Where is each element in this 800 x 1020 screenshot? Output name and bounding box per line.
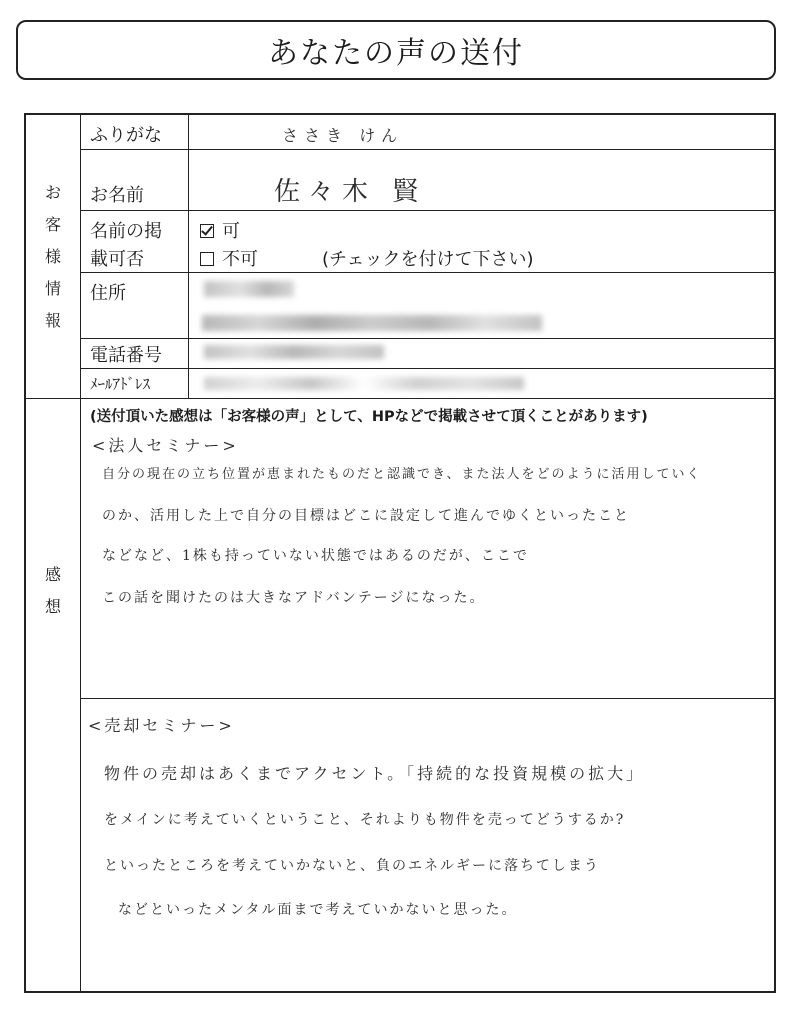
label-column-divider (80, 115, 81, 993)
publish-yes-label: 可 (222, 221, 240, 242)
publish-yes-option[interactable] (200, 217, 240, 243)
form-title: あなたの声の送付 (16, 20, 776, 80)
name-label: お名前 (90, 185, 144, 206)
phone-redacted (204, 345, 384, 359)
row-divider (80, 149, 776, 150)
address-redacted-line1 (204, 281, 294, 297)
seminar2-line: 物件の売却はあくまでアクセント。「持続的な投資規模の拡大」 (104, 764, 646, 783)
impressions-label: 感 想 (44, 565, 61, 616)
publish-yes-checkbox[interactable] (200, 224, 214, 238)
publish-label-line2: 載可否 (90, 249, 144, 270)
section-divider (26, 398, 776, 399)
address-redacted-line2 (202, 315, 542, 331)
publish-instruction: (チェックを付けて下さい) (322, 249, 534, 270)
email-redacted (204, 377, 524, 390)
publish-no-checkbox[interactable] (200, 252, 214, 266)
publication-note: (送付頂いた感想は「お客様の声」として、HPなどで掲載させて頂くことがあります) (90, 409, 648, 425)
row-divider (80, 368, 776, 369)
publish-no-label: 不可 (222, 249, 258, 270)
field-column-divider (188, 115, 189, 398)
seminar1-heading: <法人セミナー> (92, 436, 239, 455)
feedback-form (24, 113, 776, 993)
furigana-label: ふりがな (90, 125, 162, 146)
seminar2-line: などといったメンタル面まで考えていかないと思った。 (118, 902, 518, 918)
publish-no-option[interactable] (200, 245, 258, 271)
seminar1-line: この話を聞けたのは大きなアドバンテージになった。 (102, 590, 486, 606)
phone-label: 電話番号 (90, 345, 162, 366)
row-divider (80, 338, 776, 339)
seminar1-line: 自分の現在の立ち位置が恵まれたものだと認識でき、また法人をどのように活用していく (102, 467, 702, 482)
email-label: ﾒｰﾙｱﾄﾞﾚｽ (90, 375, 151, 393)
seminar2-line: といったところを考えていかないと、負のエネルギーに落ちてしまう (104, 858, 600, 874)
seminar2-heading: <売却セミナー> (88, 716, 235, 735)
furigana-value[interactable]: ささき けん (282, 126, 404, 145)
address-label: 住所 (90, 283, 126, 304)
customer-info-label: お 客 様 情 報 (44, 183, 61, 330)
seminar2-line: をメインに考えていくということ、それよりも物件を売ってどうするか? (104, 812, 626, 828)
row-divider (80, 210, 776, 211)
publish-label-line1: 名前の掲 (90, 221, 162, 242)
seminar1-line: のか、活用した上で自分の目標はどこに設定して進んでゆくといったこと (102, 508, 630, 524)
seminar1-line: などなど、1株も持っていない状態ではあるのだが、ここで (102, 548, 529, 564)
seminar-divider (80, 698, 776, 699)
name-value[interactable]: 佐々木 賢 (274, 177, 427, 207)
row-divider (80, 272, 776, 273)
